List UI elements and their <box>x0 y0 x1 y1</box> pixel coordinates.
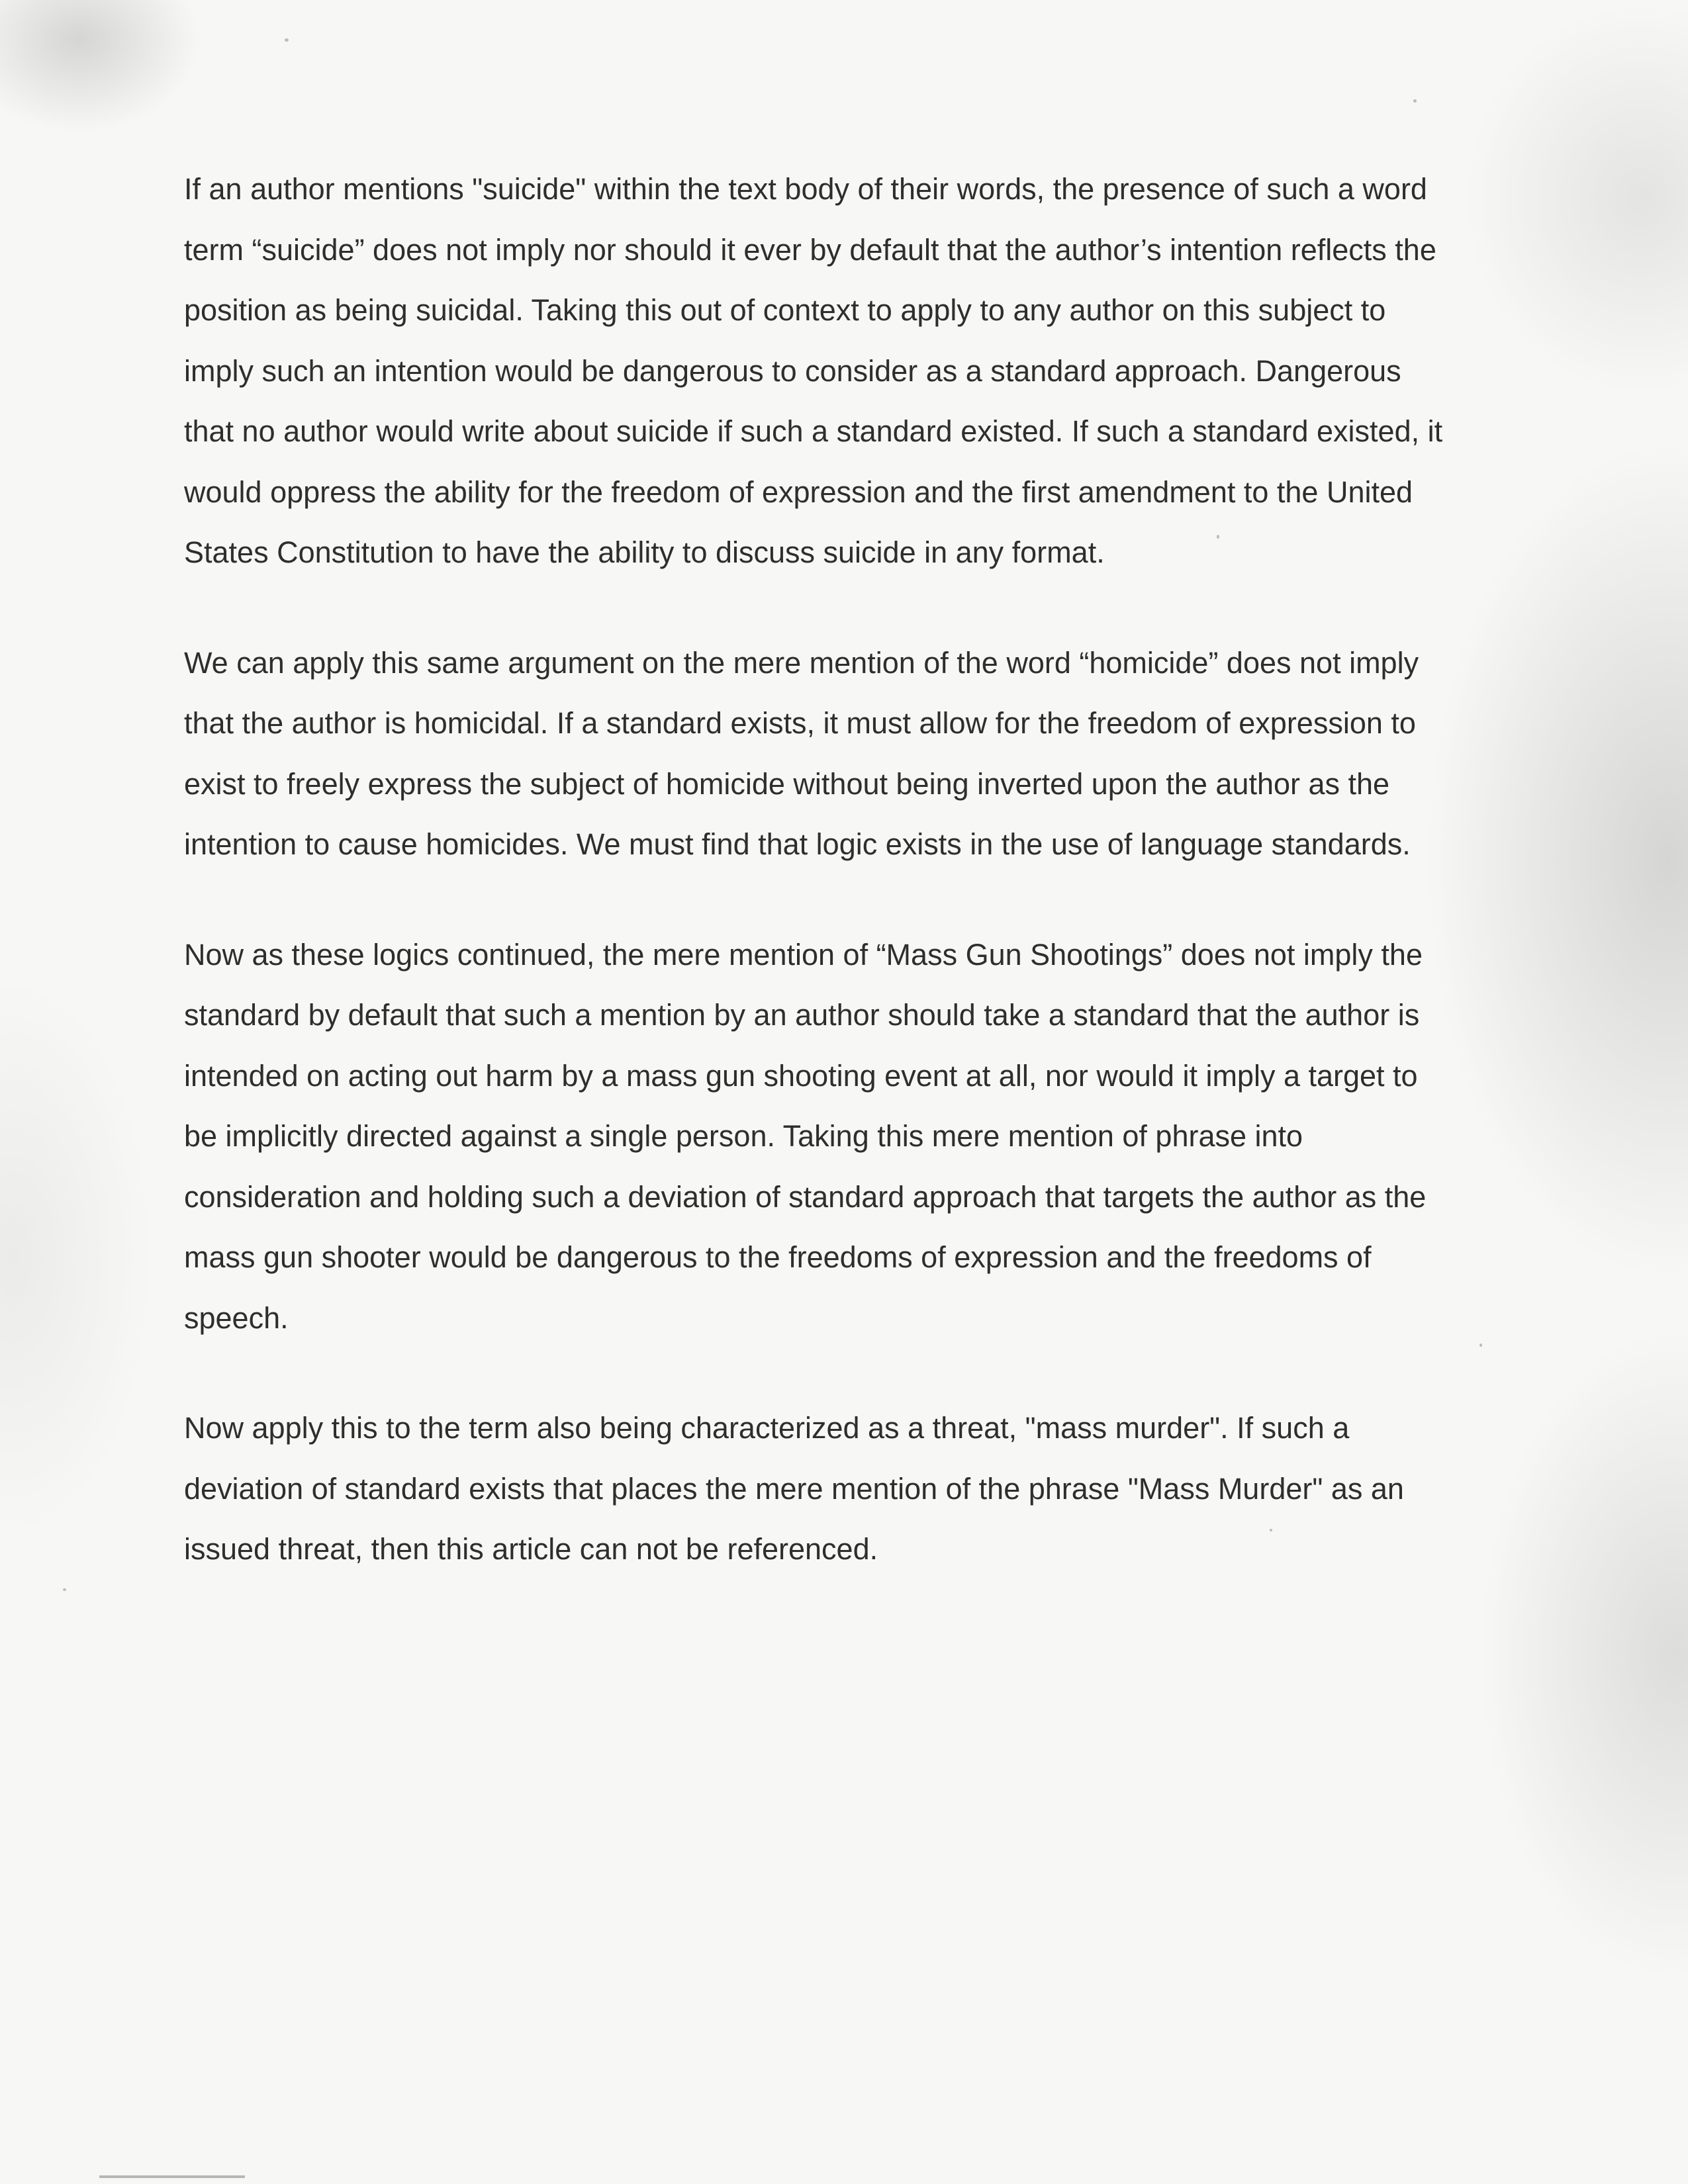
text-line: We can apply this same argument on the mere mention of the word “homicide” does not imply <box>184 645 1419 680</box>
paragraph-mass-gun-shootings <box>184 925 1534 1349</box>
text-line: intended on acting out harm by a mass gun shooting event at all, nor would it imply a target to <box>184 1058 1418 1093</box>
paragraph-mass-murder <box>184 1398 1534 1580</box>
paragraph-homicide <box>184 633 1534 875</box>
text-line: be implicitly directed against a single person. Taking this mere mention of phrase into <box>184 1119 1303 1153</box>
text-line: intention to cause homicides. We must find that logic exists in the use of language standards. <box>184 827 1411 861</box>
text-line: Now as these logics continued, the mere mention of “Mass Gun Shootings” does not imply the <box>184 937 1423 972</box>
scan-speck <box>63 1588 66 1591</box>
text-line: imply such an intention would be dangerous to consider as a standard approach. Dangerous <box>184 353 1401 388</box>
scan-edge-mark <box>99 2175 245 2178</box>
scan-speck <box>285 38 289 42</box>
text-line: deviation of standard exists that places the mere mention of the phrase "Mass Murder" as an <box>184 1471 1404 1506</box>
text-line: that no author would write about suicide if such a standard existed. If such a standard existed, it <box>184 414 1443 448</box>
text-line: If an author mentions "suicide" within the text body of their words, the presence of such a word <box>184 172 1427 206</box>
text-line: issued threat, then this article can not be referenced. <box>184 1532 878 1566</box>
text-line: consideration and holding such a deviation of standard approach that targets the author as the <box>184 1179 1427 1214</box>
document-body <box>184 159 1534 1629</box>
text-line: Now apply this to the term also being characterized as a threat, "mass murder". If such a <box>184 1411 1350 1445</box>
scan-speck <box>1413 99 1417 103</box>
text-line: standard by default that such a mention by an author should take a standard that the author is <box>184 998 1420 1032</box>
text-line: mass gun shooter would be dangerous to the freedoms of expression and the freedoms of <box>184 1240 1372 1274</box>
text-line: term “suicide” does not imply nor should it ever by default that the author’s intention reflects the <box>184 232 1436 267</box>
paragraph-suicide <box>184 159 1534 583</box>
text-line: speech. <box>184 1300 289 1335</box>
text-line: position as being suicidal. Taking this out of context to apply to any author on this subject to <box>184 293 1386 327</box>
text-line: that the author is homicidal. If a standard exists, it must allow for the freedom of expression to <box>184 706 1416 740</box>
text-line: States Constitution to have the ability to discuss suicide in any format. <box>184 535 1105 569</box>
text-line: exist to freely express the subject of homicide without being inverted upon the author as the <box>184 766 1390 801</box>
text-line: would oppress the ability for the freedom of expression and the first amendment to the United <box>184 475 1413 509</box>
